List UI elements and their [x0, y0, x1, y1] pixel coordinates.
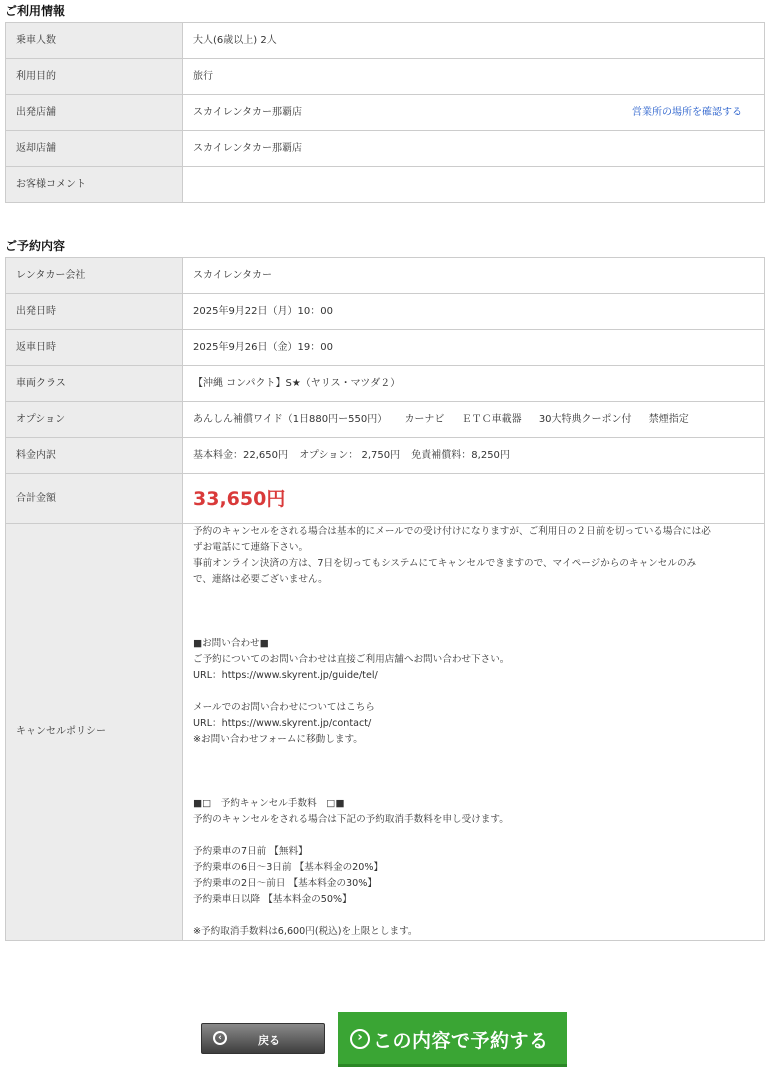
- return-store-value: スカイレンタカー那覇店: [183, 131, 765, 167]
- fee-item: 免責補償料：8,250円: [411, 449, 510, 461]
- departure-store-row: [6, 95, 765, 131]
- policy-line: [193, 748, 754, 764]
- total-price: 33,650円: [193, 487, 286, 510]
- confirm-reservation-button[interactable]: [338, 1012, 567, 1067]
- store-location-link[interactable]: 営業所の場所を確認する: [632, 106, 742, 118]
- policy-line: [193, 620, 754, 636]
- total-cell: [183, 474, 765, 524]
- policy-line: で、連絡は必要ございません。: [193, 574, 328, 585]
- policy-line: ※お問い合わせフォームに移動します。: [193, 734, 363, 745]
- policy-line: 予約乗車の7日前 【無料】: [193, 846, 308, 857]
- cancel-policy-label: キャンセルポリシー: [6, 524, 183, 941]
- return-store-label: 返却店舗: [6, 131, 183, 167]
- chevron-left-icon: ‹: [213, 1031, 227, 1045]
- purpose-value: 旅行: [183, 59, 765, 95]
- policy-line: [193, 684, 754, 700]
- vehicle-class-label: 車両クラス: [6, 366, 183, 402]
- policy-line: [193, 908, 754, 924]
- chevron-right-icon: ›: [350, 1029, 370, 1049]
- departure-store-value: スカイレンタカー那覇店: [193, 106, 303, 118]
- company-value: スカイレンタカー: [183, 258, 765, 294]
- departure-store-cell: [183, 95, 765, 131]
- fee-item: 基本料金：22,650円: [193, 449, 288, 461]
- back-button[interactable]: [201, 1023, 325, 1054]
- reservation-section-title: ご予約内容: [5, 239, 66, 253]
- comment-value: [183, 167, 765, 203]
- passengers-row: [6, 23, 765, 59]
- total-row: [6, 474, 765, 524]
- policy-line: [193, 780, 754, 796]
- policy-line: [193, 604, 754, 620]
- option-item: 禁煙指定: [648, 413, 689, 425]
- policy-line: ■□ 予約キャンセル手数料 □■: [193, 798, 345, 809]
- passengers-label: 乗車人数: [6, 23, 183, 59]
- policy-line: ご予約についてのお問い合わせは直接ご利用店舗へお問い合わせ下さい。: [193, 654, 510, 665]
- total-label: 合計金額: [6, 474, 183, 524]
- policy-line: [193, 764, 754, 780]
- fees-label: 料金内訳: [6, 438, 183, 474]
- comment-row: [6, 167, 765, 203]
- company-row: [6, 258, 765, 294]
- return-datetime-label: 返車日時: [6, 330, 183, 366]
- usage-table: [5, 22, 765, 203]
- purpose-label: 利用目的: [6, 59, 183, 95]
- departure-datetime-label: 出発日時: [6, 294, 183, 330]
- option-item: 30大特典クーポン付: [538, 413, 632, 425]
- vehicle-class-value: 【沖縄 コンパクト】S★（ヤリス・マツダ２）: [183, 366, 765, 402]
- policy-line: メールでのお問い合わせについてはこちら: [193, 702, 375, 713]
- policy-line: 予約乗車の6日～3日前 【基本料金の20%】: [193, 862, 384, 873]
- return-datetime-row: [6, 330, 765, 366]
- policy-line: 予約乗車日以降 【基本料金の50%】: [193, 894, 352, 905]
- fees-row: [6, 438, 765, 474]
- options-row: [6, 402, 765, 438]
- comment-label: お客様コメント: [6, 167, 183, 203]
- cancel-policy-text: [183, 524, 765, 941]
- options-label: オプション: [6, 402, 183, 438]
- policy-line: 予約のキャンセルをされる場合は下記の予約取消手数料を申し受けます。: [193, 814, 509, 825]
- policy-line: [193, 588, 754, 604]
- options-list: [183, 402, 765, 438]
- confirm-button-label: この内容で予約する: [373, 1030, 549, 1052]
- option-item: カーナビ: [404, 413, 445, 425]
- policy-line: [193, 828, 754, 844]
- policy-line: 予約のキャンセルをされる場合は基本的にメールでの受け付けになりますが、ご利用日の２日前を切っている場合には必: [193, 526, 711, 537]
- option-item: あんしん補償ワイド（1日880円ー550円）: [193, 413, 388, 425]
- policy-line: URL：https://www.skyrent.jp/guide/tel/: [193, 670, 378, 681]
- vehicle-class-row: [6, 366, 765, 402]
- fees-list: [183, 438, 765, 474]
- policy-line: 予約乗車の2日～前日 【基本料金の30%】: [193, 878, 377, 889]
- fee-item: オプション： 2,750円: [299, 449, 401, 461]
- departure-datetime-value: 2025年9月22日（月）10：00: [183, 294, 765, 330]
- usage-section-title: ご利用情報: [5, 4, 66, 18]
- passengers-value: 大人(6歳以上) 2人: [183, 23, 765, 59]
- company-label: レンタカー会社: [6, 258, 183, 294]
- policy-line: ■お問い合わせ■: [193, 638, 269, 649]
- cancel-policy-row: [6, 524, 765, 941]
- policy-line: ※予約取消手数料は6,600円(税込)を上限とします。: [193, 926, 418, 937]
- option-item: ＥＴＣ車載器: [461, 413, 522, 425]
- departure-datetime-row: [6, 294, 765, 330]
- return-datetime-value: 2025年9月26日（金）19：00: [183, 330, 765, 366]
- policy-line: 事前オンライン決済の方は、7日を切ってもシステムにてキャンセルできますので、マイページからのキャンセルのみ: [193, 558, 697, 569]
- purpose-row: [6, 59, 765, 95]
- back-button-label: 戻る: [258, 1034, 280, 1047]
- departure-store-label: 出発店舗: [6, 95, 183, 131]
- policy-line: ずお電話にて連絡下さい。: [193, 542, 309, 553]
- return-store-row: [6, 131, 765, 167]
- policy-line: URL：https://www.skyrent.jp/contact/: [193, 718, 372, 729]
- reservation-table: [5, 257, 765, 941]
